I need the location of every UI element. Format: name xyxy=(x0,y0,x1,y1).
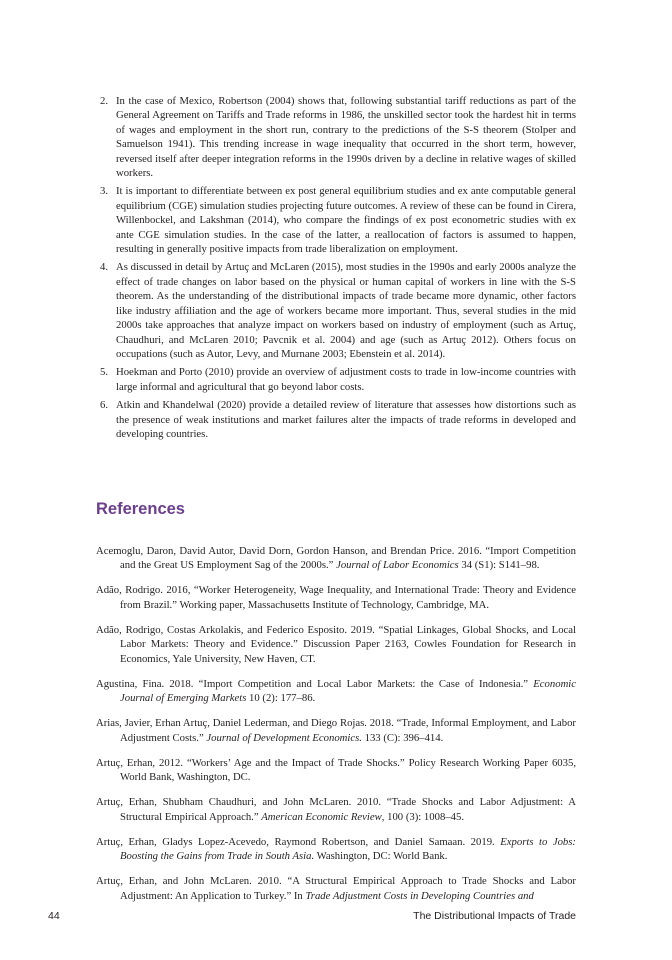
reference-entry xyxy=(96,544,576,573)
reference-text-tail: , 100 (3): 1008–45. xyxy=(381,810,464,823)
endnote-number: 3. xyxy=(100,185,109,198)
reference-title-italic: American Economic Review xyxy=(261,810,382,823)
reference-text: Adão, Rodrigo, Costas Arkolakis, and Federico Esposito. 2019. “Spatial Linkages, Global Shocks, and Local Labor Markets: Theory and Evidence.” Discussion Paper 2163, Cowles Foundation for Research in Economics, Yale University, New Haven, CT. xyxy=(96,623,576,665)
reference-text: Adão, Rodrigo. 2016, “Worker Heterogeneity, Wage Inequality, and International Trade: Theory and Evidence from Brazil.” Working paper, Massachusetts Institute of Technology, Cambridge, MA. xyxy=(96,584,576,611)
endnote xyxy=(100,398,576,441)
reference-title-italic: Exports to Jobs: Boosting the Gains from Trade in South Asia. xyxy=(120,835,576,862)
endnote-text: As discussed in detail by Artuç and McLaren (2015), most studies in the 1990s and early 2000s analyze the effect of trade changes on labor based on the physical or human capital of workers in line with the S-S theorem. As the understanding of the distributional impacts of trade became more dynamic, other factors like industry affiliation and the age of workers became more important. Thus, several studies in the mid 2000s take approaches that analyze impact on workers based on industry of employment (such as Artuç, Chaudhuri, and McLaren 2010; Pavcnik et al. 2004) and age (such as Artuç 2012). Others focus on occupations (such as Autor, Levy, and Murnane 2003; Ebenstein et al. 2014). xyxy=(116,261,576,360)
reference-entry xyxy=(96,835,576,864)
reference-entry xyxy=(96,716,576,745)
reference-entry xyxy=(96,756,576,785)
reference-text: Acemoglu, Daron, David Autor, David Dorn, Gordon Hanson, and Brendan Price. 2016. “Import Competition and the Great US Employment Sag of the 2000s.” xyxy=(96,544,576,572)
reference-text-tail: 34 (S1): S141–98. xyxy=(458,559,540,572)
reference-title-italic: Journal of Labor Economics xyxy=(336,559,459,572)
endnote xyxy=(100,184,576,256)
endnote-text: Hoekman and Porto (2010) provide an overview of adjustment costs to trade in low-income countries with large informal and agricultural that go beyond labor costs. xyxy=(116,366,576,393)
running-title: The Distributional Impacts of Trade xyxy=(413,910,576,922)
endnote-number: 5. xyxy=(100,366,109,379)
reference-text-tail: 133 (C): 396–414. xyxy=(361,731,444,744)
references-heading: References xyxy=(96,500,185,518)
endnote-number: 6. xyxy=(100,399,109,412)
reference-text-tail: 10 (2): 177–86. xyxy=(246,692,316,704)
endnote-number: 4. xyxy=(100,261,109,274)
endnote xyxy=(100,365,576,394)
references-list xyxy=(96,533,576,907)
reference-text: Artuç, Erhan, Gladys Lopez-Acevedo, Raymond Robertson, and Daniel Samaan. 2019. xyxy=(96,835,501,848)
reference-entry xyxy=(96,583,576,612)
reference-entry xyxy=(96,677,576,706)
endnote-text: Atkin and Khandelwal (2020) provide a detailed review of literature that assesses how distortions such as the presence of weak institutions and market failures alter the impacts of trade reforms in developed and developing countries. xyxy=(116,399,576,440)
reference-title-italic: Economic Journal of Emerging Markets xyxy=(120,677,576,704)
endnote-number: 2. xyxy=(100,95,109,107)
reference-entry xyxy=(96,874,576,903)
reference-text: Artuç, Erhan, Shubham Chaudhuri, and John McLaren. 2010. “Trade Shocks and Labor Adjustment: A Structural Empirical Approach.” xyxy=(96,796,576,823)
reference-text-tail: Washington, DC: World Bank. xyxy=(314,850,448,862)
reference-entry xyxy=(96,795,576,824)
reference-entry xyxy=(96,623,576,666)
reference-text: Arias, Javier, Erhan Artuç, Daniel Lederman, and Diego Rojas. 2018. “Trade, Informal Employment, and Labor Adjustment Costs.” xyxy=(96,717,576,744)
endnotes-list xyxy=(100,94,576,445)
reference-text: Artuç, Erhan, 2012. “Workers’ Age and the Impact of Trade Shocks.” Policy Research Working Paper 6035, World Bank, Washington, DC. xyxy=(96,756,576,783)
endnote xyxy=(100,94,576,180)
endnote-text: In the case of Mexico, Robertson (2004) shows that, following substantial tariff reductions as part of the General Agreement on Tariffs and Trade reforms in 1986, the unskilled sector took the hardest hit in terms of wages and employment in the short run, contrary to the predictions of the S-S theorem (Stolper and Samuelson 1941). This trending increase in wage inequality that occurred in the short term, however, reversed itself after deeper integration reforms in the 1990s driven by a decline in relative wages of skilled workers. xyxy=(116,95,576,180)
endnote-text: It is important to differentiate between ex post general equilibrium studies and ex ante computable general equilibrium (CGE) simulation studies projecting future outcomes. A review of these can be found in Cirera, Willenbockel, and Lakshman (2014), who compare the findings of ex post econometric studies with ex ante CGE simulation studies. In the case of the latter, a reallocation of factors is assumed to happen, resulting in generally positive impacts from trade liberalization on employment. xyxy=(116,185,576,256)
reference-text: Artuç, Erhan, and John McLaren. 2010. “A Structural Empirical Approach to Trade Shocks and Labor Adjustment: An Application to Turkey.” In xyxy=(96,875,576,902)
reference-title-italic: Journal of Development Economics. xyxy=(206,731,362,744)
reference-text: Agustina, Fina. 2018. “Import Competition and Local Labor Markets: the Case of Indonesia.” xyxy=(96,677,534,690)
reference-title-italic: Trade Adjustment Costs in Developing Countries and xyxy=(305,889,534,902)
page-footer xyxy=(48,910,576,924)
endnote xyxy=(100,260,576,361)
page-number: 44 xyxy=(48,910,60,922)
